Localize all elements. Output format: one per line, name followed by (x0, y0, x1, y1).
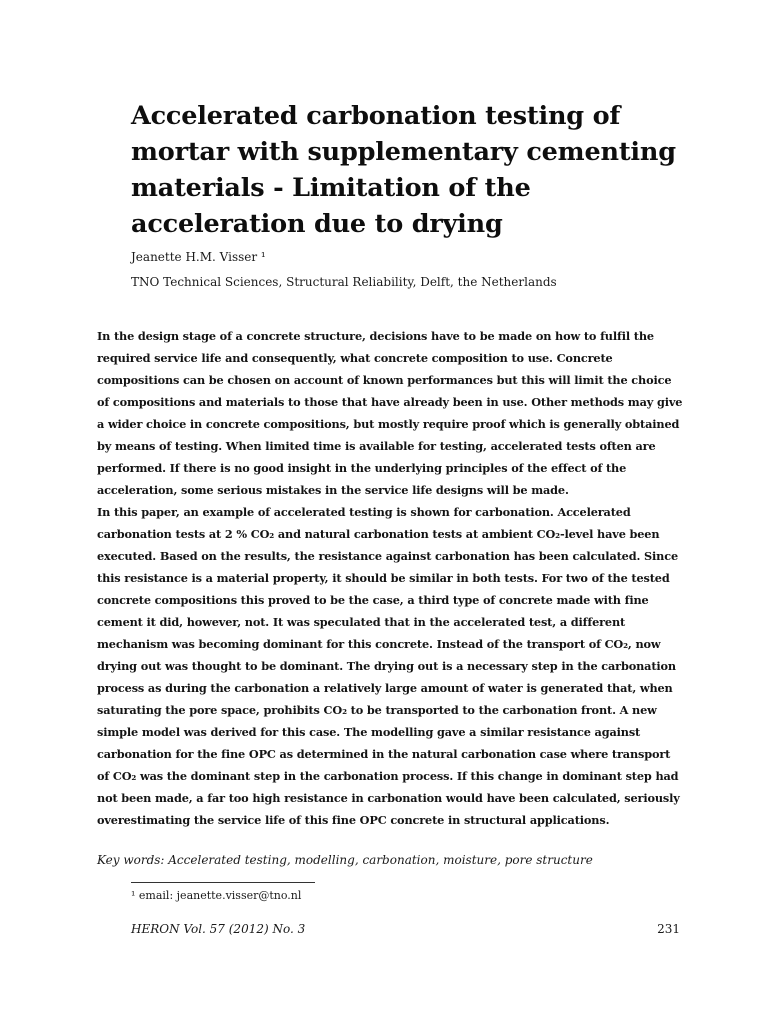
footnote-divider (131, 882, 315, 883)
journal-reference: HERON Vol. 57 (2012) No. 3 (131, 922, 306, 936)
abstract-paragraph-1: In the design stage of a concrete structure, decisions have to be made on how to fulfil the required service life and consequently, what concrete composition to use. Concrete compositions can be chosen on account of known performances but this will limit the choice of compositions and materials to those that have already been in use. Other methods may give a wider choice in concrete compositions, but mostly require proof which is generally obtained by means of testing. When limited time is available for testing, accelerated tests often are performed. If there is no good insight in the underlying principles of the effect of the acceleration, some serious mistakes in the service life designs will be made. (97, 329, 683, 497)
author-line: Jeanette H.M. Visser ¹ (131, 250, 266, 264)
footnote-email: ¹ email: jeanette.visser@tno.nl (131, 889, 302, 902)
paper-title: Accelerated carbonation testing of mortar with supplementary cementing materials - Limitation of the acceleration due to drying (131, 101, 676, 239)
affiliation-line: TNO Technical Sciences, Structural Reliability, Delft, the Netherlands (131, 275, 557, 289)
abstract (97, 325, 683, 831)
keywords-line: Key words: Accelerated testing, modelling, carbonation, moisture, pore structure (97, 853, 593, 867)
abstract-paragraph-2: In this paper, an example of accelerated testing is shown for carbonation. Accelerated carbonation tests at 2 % CO₂ and natural carbonation tests at ambient CO₂-level have been executed. Based on the results, the resistance against carbonation has been calculated. Since this resistance is a material property, it should be similar in both tests. For two of the tested concrete compositions this proved to be the case, a third type of concrete made with fine cement it did, however, not. It was speculated that in the accelerated test, a different mechanism was becoming dominant for this concrete. Instead of the transport of CO₂, now drying out was thought to be dominant. The drying out is a necessary step in the carbonation process as during the carbonation a relatively large amount of water is generated that, when saturating the pore space, prohibits CO₂ to be transported to the carbonation front. A new simple model was derived for this case. The modelling gave a similar resistance against carbonation for the fine OPC as determined in the natural carbonation case where transport of CO₂ was the dominant step in the carbonation process. If this change in dominant step had not been made, a far too high resistance in carbonation would have been calculated, seriously overestimating the service life of this fine OPC concrete in structural applications. (97, 505, 680, 827)
page-number: 231 (657, 922, 680, 936)
